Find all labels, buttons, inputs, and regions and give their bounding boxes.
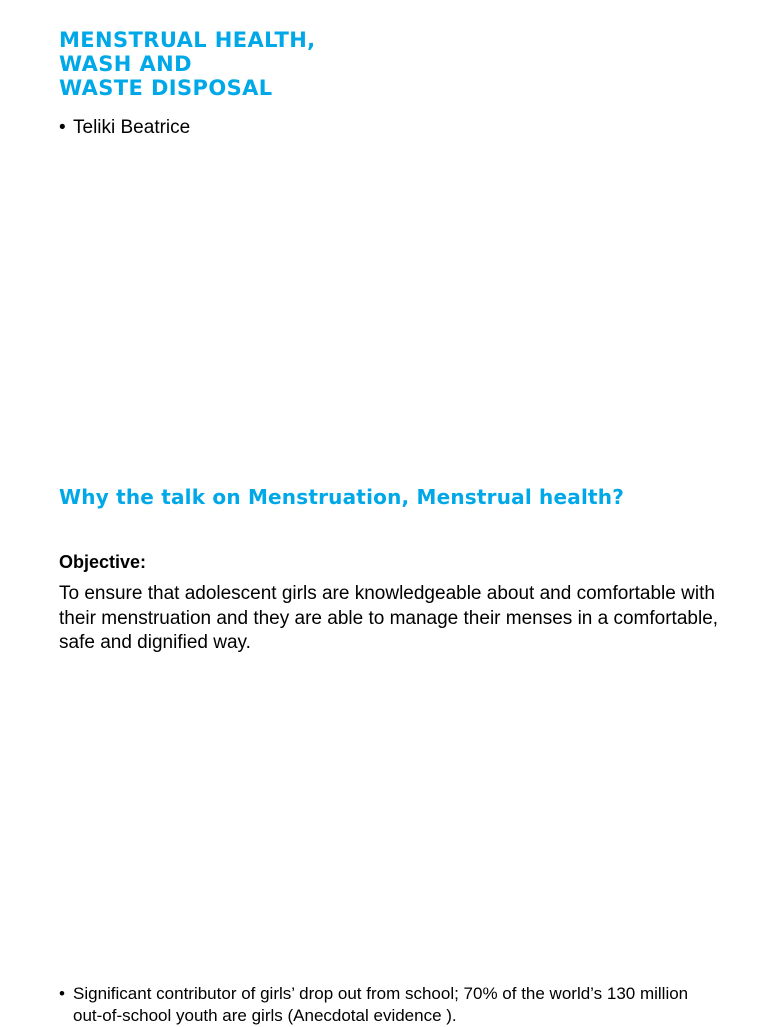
dropout-statistic-text: Significant contributor of girls’ drop out from school; 70% of the world’s 130 million out-of-school youth are girls (Anecdotal evidence ). — [73, 984, 689, 1025]
bullet-icon: • — [59, 984, 65, 1003]
dropout-bullet-item — [59, 983, 708, 1027]
author-name: Teliki Beatrice — [73, 117, 191, 138]
objective-heading: Objective: — [59, 552, 147, 572]
slide-1-title: MENSTRUAL HEALTH, WASH AND WASTE DISPOSAL — [59, 28, 316, 100]
slide-2-title: Why the talk on Menstruation, Menstrual health? — [59, 485, 625, 509]
bullet-icon: • — [59, 117, 66, 138]
author-bullet-item — [59, 116, 708, 140]
objective-text: To ensure that adolescent girls are knowledgeable about and comfortable with their menstruation and they are able to manage their menses in a comfortable, safe and dignified way. — [59, 583, 719, 653]
